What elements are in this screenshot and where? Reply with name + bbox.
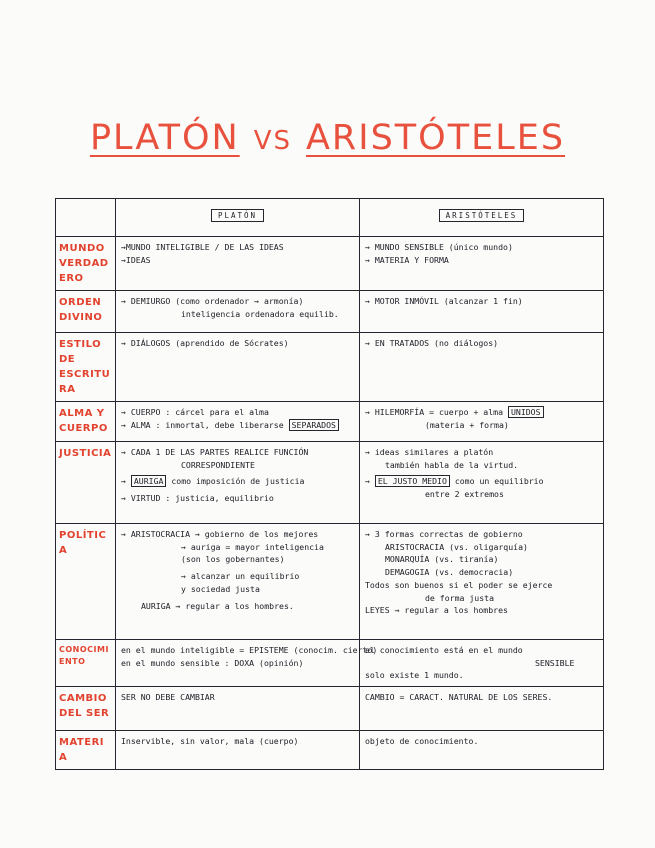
row-label: ESTILO DE ESCRITURA [56, 333, 116, 402]
table-row [56, 333, 604, 402]
plato-cell: → DEMIURGO (como ordenador → armonía) inteligencia ordenadora equilib. [116, 291, 360, 333]
plato-cell: en el mundo inteligible = EPISTEME (conocim. cierto) en el mundo sensible : DOXA (opinión) [116, 640, 360, 687]
row-label: CONOCIMIENTO [56, 640, 116, 687]
auriga-box: AURIGA [131, 475, 167, 487]
header-row [56, 199, 604, 237]
row-label: MATERIA [56, 731, 116, 770]
row-label: JUSTICIA [56, 442, 116, 524]
table-row [56, 442, 604, 524]
aristotle-cell: objeto de conocimiento. [360, 731, 604, 770]
aristotle-cell: CAMBIO = CARACT. NATURAL DE LOS SERES. [360, 687, 604, 731]
aristotle-cell: el conocimiento está en el mundo SENSIBLE solo existe 1 mundo. [360, 640, 604, 687]
united-tag: UNIDOS [508, 406, 544, 418]
table-row [56, 402, 604, 442]
table-row [56, 237, 604, 291]
row-label: CAMBIO DEL SER [56, 687, 116, 731]
table-row [56, 640, 604, 687]
column-header-plato: PLATÓN [116, 199, 360, 237]
page-title [0, 118, 655, 158]
row-label: MUNDO VERDADERO [56, 237, 116, 291]
plato-cell: → CUERPO : cárcel para el alma → ALMA : inmortal, debe liberarse SEPARADOS [116, 402, 360, 442]
corner-cell [56, 199, 116, 237]
row-label: ORDEN DIVINO [56, 291, 116, 333]
plato-cell: → CADA 1 DE LAS PARTES REALICE FUNCIÓN CORRESPONDIENTE → AURIGA como imposición de justicia → VIRTUD : justicia, equilibrio [116, 442, 360, 524]
aristotle-cell: → EN TRATADOS (no diálogos) [360, 333, 604, 402]
just-middle-box: EL JUSTO MEDIO [375, 475, 450, 487]
aristotle-cell: → MOTOR INMÓVIL (alcanzar 1 fin) [360, 291, 604, 333]
comparison-table [55, 198, 604, 770]
title-plato: PLATÓN [89, 118, 240, 158]
table-row [56, 687, 604, 731]
plato-cell: SER NO DEBE CAMBIAR [116, 687, 360, 731]
column-header-aristotle: ARISTÓTELES [360, 199, 604, 237]
row-label: POLÍTICA [56, 524, 116, 640]
row-label: ALMA Y CUERPO [56, 402, 116, 442]
aristotle-cell: → HILEMORFÍA = cuerpo + alma UNIDOS (materia + forma) [360, 402, 604, 442]
plato-cell: →MUNDO INTELIGIBLE / DE LAS IDEAS →IDEAS [116, 237, 360, 291]
plato-cell: → ARISTOCRACIA → gobierno de los mejores → auriga = mayor inteligencia (son los gobernantes) → alcanzar un equilibrio y sociedad justa AURIGA → regular a los hombres. [116, 524, 360, 640]
table-row [56, 524, 604, 640]
separated-tag: SEPARADOS [289, 419, 339, 431]
plato-cell: → DIÁLOGOS (aprendido de Sócrates) [116, 333, 360, 402]
aristotle-cell: → MUNDO SENSIBLE (único mundo) → MATERIA Y FORMA [360, 237, 604, 291]
aristotle-cell: → 3 formas correctas de gobierno ARISTOCRACIA (vs. oligarquía) MONARQUÍA (vs. tiranía) DEMAGOGIA (vs. democracia) Todos son buenos si el poder se ejerce de forma justa LEYES → regular a los hombres [360, 524, 604, 640]
title-aristotle: ARISTÓTELES [305, 118, 566, 158]
title-vs: VS [253, 126, 292, 156]
table-row [56, 731, 604, 770]
plato-cell: Inservible, sin valor, mala (cuerpo) [116, 731, 360, 770]
aristotle-cell: → ideas similares a platón también habla de la virtud. → EL JUSTO MEDIO como un equilibrio entre 2 extremos [360, 442, 604, 524]
table-row [56, 291, 604, 333]
